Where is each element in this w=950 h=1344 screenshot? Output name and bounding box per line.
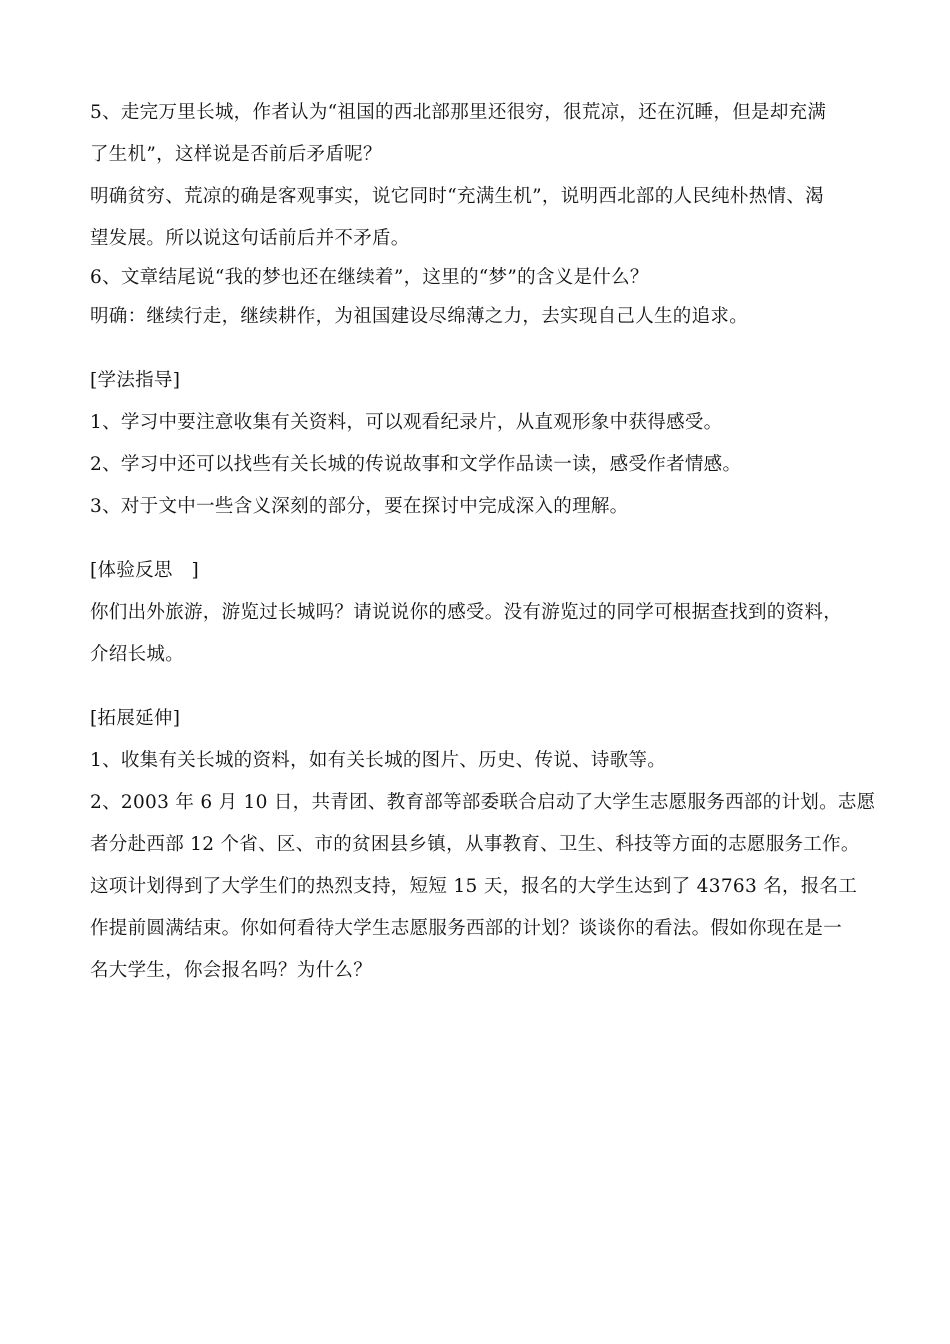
study-guide-item-2: 2、学习中还可以找些有关长城的传说故事和文学作品读一读，感受作者情感。 — [90, 454, 742, 475]
answer-5-line-1: 明确贫穷、荒凉的确是客观事实，说它同时“充满生机”，说明西北部的人民纯朴热情、渴 — [90, 186, 824, 207]
question-6-line-1: 6、文章结尾说“我的梦也还在继续着”，这里的“梦”的含义是什么？ — [90, 267, 649, 288]
answer-5-line-2: 望发展。所以说这句话前后并不矛盾。 — [90, 228, 410, 249]
study-guide-heading: [学法指导] — [90, 370, 181, 391]
extension-item-2-line-3: 这项计划得到了大学生们的热烈支持，短短 15 天，报名的大学生达到了 43763 名，报名工 — [90, 876, 858, 897]
question-5-line-2: 了生机”，这样说是否前后矛盾呢？ — [90, 144, 382, 165]
extension-item-2-line-2: 者分赴西部 12 个省、区、市的贫困县乡镇，从事教育、卫生、科技等方面的志愿服务工作。 — [90, 834, 860, 855]
document-page — [90, 92, 876, 992]
study-guide-item-3: 3、对于文中一些含义深刻的部分，要在探讨中完成深入的理解。 — [90, 496, 629, 517]
extension-heading: [拓展延伸] — [90, 708, 181, 729]
extension-item-1: 1、收集有关长城的资料，如有关长城的图片、历史、传说、诗歌等。 — [90, 750, 667, 771]
reflection-line-1: 你们出外旅游，游览过长城吗？请说说你的感受。没有游览过的同学可根据查找到的资料， — [90, 602, 843, 623]
extension-item-2-line-4: 作提前圆满结束。你如何看待大学生志愿服务西部的计划？谈谈你的看法。假如你现在是一 — [90, 918, 843, 939]
study-guide-item-1: 1、学习中要注意收集有关资料，可以观看纪录片，从直观形象中获得感受。 — [90, 412, 723, 433]
extension-item-2-line-5: 名大学生，你会报名吗？为什么？ — [90, 960, 373, 981]
reflection-heading: [体验反思 ] — [90, 560, 200, 581]
answer-6-line-1: 明确：继续行走，继续耕作，为祖国建设尽绵薄之力，去实现自己人生的追求。 — [90, 306, 749, 327]
reflection-line-2: 介绍长城。 — [90, 644, 185, 665]
extension-item-2-line-1: 2、2003 年 6 月 10 日，共青团、教育部等部委联合启动了大学生志愿服务西部的计划。志愿 — [90, 792, 876, 813]
question-5-line-1: 5、走完万里长城，作者认为“祖国的西北部那里还很穷，很荒凉，还在沉睡，但是却充满 — [90, 102, 827, 123]
